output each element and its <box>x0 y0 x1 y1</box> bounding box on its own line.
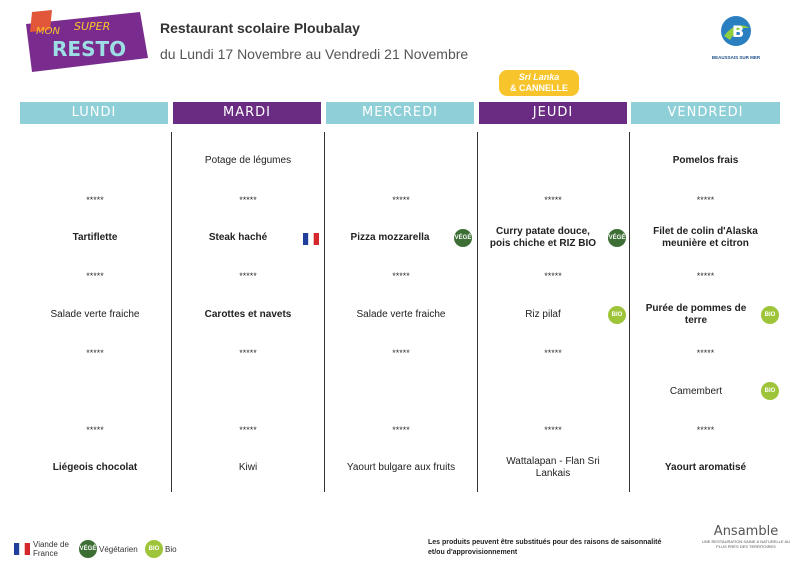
jeudi-main-line2: pois chiche et RIZ BIO <box>489 238 597 249</box>
vendredi-side <box>631 303 761 327</box>
legend-france <box>33 540 69 558</box>
legend-france-line1: Viande de <box>33 540 69 549</box>
separator: ***** <box>392 348 410 358</box>
separator: ***** <box>696 271 715 281</box>
mon-super-resto-logo <box>22 10 150 74</box>
column-divider <box>171 132 172 492</box>
separator: ***** <box>86 195 104 205</box>
logo-word-resto: RESTO <box>52 37 127 61</box>
lundi-main: Tartiflette <box>72 232 118 243</box>
day-header-mardi: MARDI <box>173 102 321 124</box>
separator: ***** <box>696 195 715 205</box>
note-line2: et/ou d'approvisionnement <box>428 549 518 556</box>
vendredi-starter: Pomelos frais <box>672 155 739 166</box>
column-divider <box>629 132 630 492</box>
logo-word-super: SUPER <box>74 20 111 33</box>
ansamble-name: Ansamble <box>713 524 779 539</box>
column-divider <box>477 132 478 492</box>
event-line2: & CANNELLE <box>510 83 568 93</box>
separator: ***** <box>392 271 410 281</box>
jeudi-dessert-line1: Wattalapan - Flan Sri <box>506 456 600 467</box>
jeudi-main <box>479 226 607 250</box>
jeudi-side: Riz pilaf <box>525 309 561 320</box>
vendredi-dessert: Yaourt aromatisé <box>664 462 747 473</box>
vendredi-cheese: Camembert <box>669 386 723 397</box>
bio-badge-icon: BIO <box>761 382 779 400</box>
bio-badge-icon: BIO <box>608 306 626 324</box>
separator: ***** <box>239 348 257 358</box>
legend-vege: Végétarien <box>99 545 138 554</box>
ansamble-logo <box>698 524 794 549</box>
separator: ***** <box>239 425 257 435</box>
france-flag-icon <box>303 232 319 244</box>
separator: ***** <box>696 425 715 435</box>
ansamble-tagline: UNE RESTAURATION SAINE & NATURELLE AU PLUS PRÈS DES TERRITOIRES <box>701 539 791 549</box>
svg-text:B: B <box>732 22 745 41</box>
jeudi-dessert <box>479 456 627 480</box>
vendredi-main-line1: Filet de colin d'Alaska <box>653 226 758 237</box>
separator: ***** <box>696 348 715 358</box>
lundi-side: Salade verte fraiche <box>50 309 140 320</box>
note-line1: Les produits peuvent être substitués pour des raisons de saisonnalité <box>428 539 662 546</box>
mercredi-side: Salade verte fraiche <box>356 309 446 320</box>
separator: ***** <box>86 271 104 281</box>
separator: ***** <box>544 425 562 435</box>
day-header-vendredi: VENDREDI <box>631 102 780 124</box>
legend-bio: Bio <box>165 545 177 554</box>
beaussais-logo <box>700 14 772 70</box>
event-badge <box>499 70 579 96</box>
mercredi-dessert: Yaourt bulgare aux fruits <box>346 462 456 473</box>
bio-badge-icon: BIO <box>761 306 779 324</box>
page-subtitle: du Lundi 17 Novembre au Vendredi 21 Novembre <box>160 46 469 62</box>
lundi-dessert: Liégeois chocolat <box>52 462 138 473</box>
mardi-starter: Potage de légumes <box>204 155 292 166</box>
city-name: BEAUSSAIS SUR MER <box>711 55 761 60</box>
vendredi-main <box>631 226 780 250</box>
vege-badge-icon: VÉGÉ <box>608 229 626 247</box>
separator: ***** <box>392 425 410 435</box>
mardi-dessert: Kiwi <box>238 462 258 473</box>
mercredi-main: Pizza mozzarella <box>350 232 430 243</box>
day-header-jeudi: JEUDI <box>479 102 627 124</box>
vendredi-side-line1: Purée de pommes de <box>645 303 747 314</box>
vendredi-main-line2: meunière et citron <box>662 238 749 249</box>
separator: ***** <box>544 348 562 358</box>
event-line1: Sri Lanka <box>518 72 560 82</box>
page-title: Restaurant scolaire Ploubalay <box>160 20 360 36</box>
beaussais-emblem-icon <box>716 14 756 48</box>
day-header-mercredi: MERCREDI <box>326 102 474 124</box>
separator: ***** <box>239 195 257 205</box>
jeudi-dessert-line2: Lankais <box>535 468 571 479</box>
bio-badge-icon: BIO <box>145 540 163 558</box>
vege-badge-icon: VÉGÉ <box>454 229 472 247</box>
vege-badge-icon: VÉGÉ <box>79 540 97 558</box>
separator: ***** <box>392 195 410 205</box>
column-divider <box>324 132 325 492</box>
day-header-lundi: LUNDI <box>20 102 168 124</box>
separator: ***** <box>86 425 104 435</box>
mardi-main: Steak haché <box>208 232 268 243</box>
vendredi-side-line2: terre <box>684 315 708 326</box>
separator: ***** <box>544 271 562 281</box>
separator: ***** <box>544 195 562 205</box>
separator: ***** <box>86 348 104 358</box>
france-flag-icon <box>14 542 30 554</box>
separator: ***** <box>239 271 257 281</box>
mardi-side: Carottes et navets <box>204 309 292 320</box>
jeudi-main-line1: Curry patate douce, <box>496 226 590 237</box>
legend-france-line2: France <box>33 549 58 558</box>
substitution-note <box>428 538 698 558</box>
logo-word-mon: MON <box>36 26 60 37</box>
